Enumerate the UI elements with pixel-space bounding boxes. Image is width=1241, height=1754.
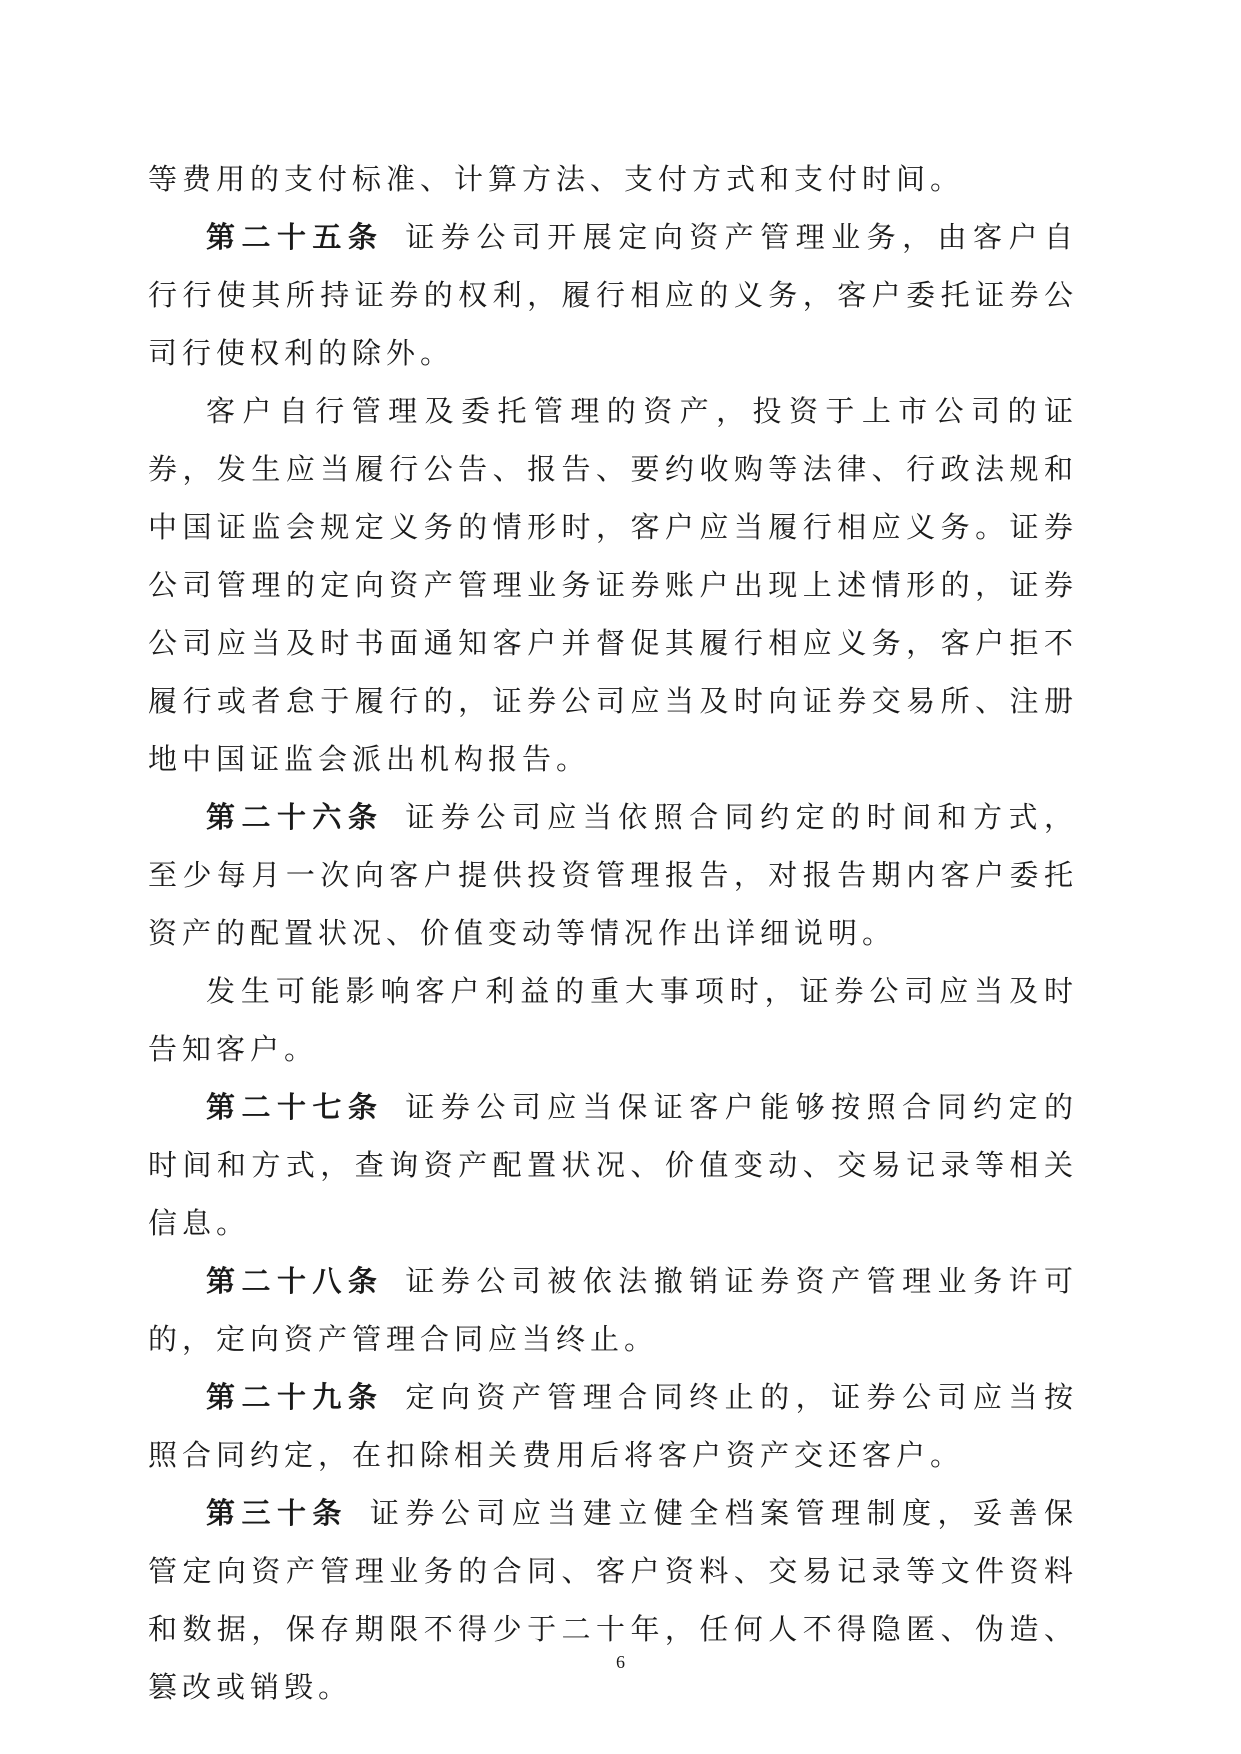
article-28 [148, 1252, 1078, 1368]
paragraph-continuation [148, 150, 1078, 208]
article-26 [148, 788, 1078, 962]
paragraph-text: 发生可能影响客户利益的重大事项时，证券公司应当及时告知客户。 [148, 974, 1078, 1066]
article-25 [148, 208, 1078, 382]
article-number: 第二十五条 [206, 220, 384, 254]
paragraph-text: 等费用的支付标准、计算方法、支付方式和支付时间。 [148, 162, 965, 196]
document-body [148, 150, 1078, 1716]
article-number: 第二十八条 [206, 1264, 384, 1298]
paragraph-text: 证券公司应当依照合同约定的时间和方式，至少每月一次向客户提供投资管理报告，对报告期内客户委托资产的配置状况、价值变动等情况作出详细说明。 [148, 800, 1078, 950]
article-number: 第二十六条 [206, 800, 384, 834]
article-29 [148, 1368, 1078, 1484]
article-number: 第二十九条 [206, 1380, 384, 1414]
article-number: 第三十条 [206, 1496, 348, 1530]
paragraph-text: 证券公司开展定向资产管理业务，由客户自行行使其所持证券的权利，履行相应的义务，客户委托证券公司行使权利的除外。 [148, 220, 1078, 370]
paragraph [148, 382, 1078, 788]
article-30 [148, 1484, 1078, 1716]
page-number: 6 [616, 1652, 625, 1672]
paragraph-text: 定向资产管理合同终止的，证券公司应当按照合同约定，在扣除相关费用后将客户资产交还客户。 [148, 1380, 1078, 1472]
paragraph-text: 证券公司应当建立健全档案管理制度，妥善保管定向资产管理业务的合同、客户资料、交易记录等文件资料和数据，保存期限不得少于二十年，任何人不得隐匿、伪造、篡改或销毁。 [148, 1496, 1078, 1704]
paragraph-text: 客户自行管理及委托管理的资产，投资于上市公司的证券，发生应当履行公告、报告、要约收购等法律、行政法规和中国证监会规定义务的情形时，客户应当履行相应义务。证券公司管理的定向资产管理业务证券账户出现上述情形的，证券公司应当及时书面通知客户并督促其履行相应义务，客户拒不履行或者怠于履行的，证券公司应当及时向证券交易所、注册地中国证监会派出机构报告。 [148, 394, 1078, 776]
article-27 [148, 1078, 1078, 1252]
paragraph-text: 证券公司应当保证客户能够按照合同约定的时间和方式，查询资产配置状况、价值变动、交易记录等相关信息。 [148, 1090, 1078, 1240]
paragraph-text: 证券公司被依法撤销证券资产管理业务许可的，定向资产管理合同应当终止。 [148, 1264, 1078, 1356]
paragraph [148, 962, 1078, 1078]
article-number: 第二十七条 [206, 1090, 384, 1124]
